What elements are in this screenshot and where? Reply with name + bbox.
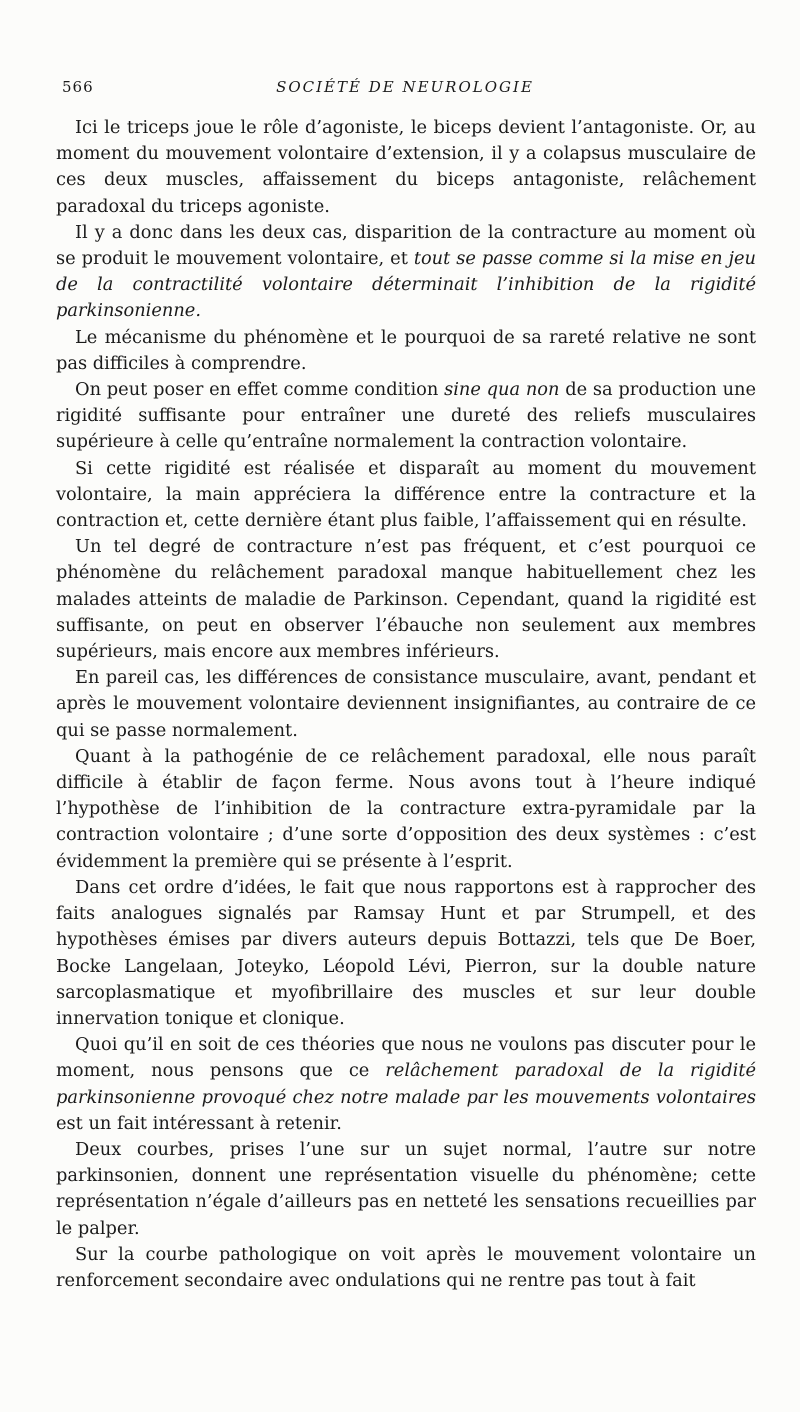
- page-number: 566: [62, 78, 94, 96]
- paragraph: Ici le triceps joue le rôle d’agoniste, le biceps devient l’antagoniste. Or, au moment du mouvement volontaire d’extension, il y a colapsus musculaire de ces deux muscles, affaissement du biceps antagoniste, relâchement paradoxal du triceps agoniste.: [56, 117, 756, 217]
- paragraph: En pareil cas, les différences de consistance musculaire, avant, pendant et après le mouvement volontaire deviennent insignifiantes, au contraire de ce qui se passe normalement.: [56, 667, 756, 741]
- paragraph: Quant à la pathogénie de ce relâchement paradoxal, elle nous paraît difficile à établir de façon ferme. Nous avons tout à l’heure indiqué l’hypothèse de l’inhibition de la contracture extra-pyramidale par la contraction volontaire ; d’une sorte d’opposition des deux systèmes : c’est évidemment la première qui se présente à l’esprit.: [56, 745, 756, 872]
- paragraph: Le mécanisme du phénomène et le pourquoi de sa rareté relative ne sont pas difficiles à comprendre.: [56, 326, 756, 374]
- body-text: [56, 115, 756, 1294]
- paragraph: Dans cet ordre d’idées, le fait que nous rapportons est à rapprocher des faits analogues signalés par Ramsay Hunt et par Strumpell, et des hypothèses émises par divers auteurs depuis Bottazzi, tels que De Boer, Bocke Langelaan, Joteyko, Léopold Lévi, Pierron, sur la double nature sarcoplasmatique et myofibrillaire des muscles et sur leur double innervation tonique et clonique.: [56, 876, 756, 1029]
- paragraph: Si cette rigidité est réalisée et disparaît au moment du mouvement volontaire, la main appréciera la différence entre la contracture et la contraction et, cette dernière étant plus faible, l’affaissement qui en résulte.: [56, 457, 756, 532]
- paragraph: On peut poser en effet comme condition sine qua non de sa production une rigidité suffisante pour entraîner une dureté des reliefs musculaires supérieure à celle qu’entraîne normalement la contraction volontaire.: [56, 379, 756, 453]
- paragraph: Deux courbes, prises l’une sur un sujet normal, l’autre sur notre parkinsonien, donnent une représentation visuelle du phénomène; cette représentation n’égale d’ailleurs pas en netteté les sensations recueillies par le palper.: [56, 1138, 756, 1239]
- paragraph: Sur la courbe pathologique on voit après le mouvement volontaire un renforcement secondaire avec ondulations qui ne rentre pas tout à fait: [56, 1243, 756, 1291]
- paragraph: Il y a donc dans les deux cas, disparition de la contracture au moment où se produit le mouvement volontaire, et tout se passe comme si la mise en jeu de la contractilité volontaire déterminait l’inhibition de la rigidité parkinsonienne.: [56, 221, 756, 322]
- paragraph: Un tel degré de contracture n’est pas fréquent, et c’est pourquoi ce phénomène du relâchement paradoxal manque habituellement chez les malades atteints de maladie de Parkinson. Cependant, quand la rigidité est suffisante, on peut en observer l’ébauche non seulement aux membres supérieurs, mais encore aux membres inférieurs.: [56, 536, 756, 663]
- journal-title: SOCIÉTÉ DE NEUROLOGIE: [276, 78, 534, 96]
- running-head: [62, 78, 748, 100]
- paragraph: Quoi qu’il en soit de ces théories que nous ne voulons pas discuter pour le moment, nous pensons que ce relâchement paradoxal de la rigidité parkinsonienne provoqué chez notre malade par les mouvements volontaires est un fait intéressant à retenir.: [56, 1034, 756, 1134]
